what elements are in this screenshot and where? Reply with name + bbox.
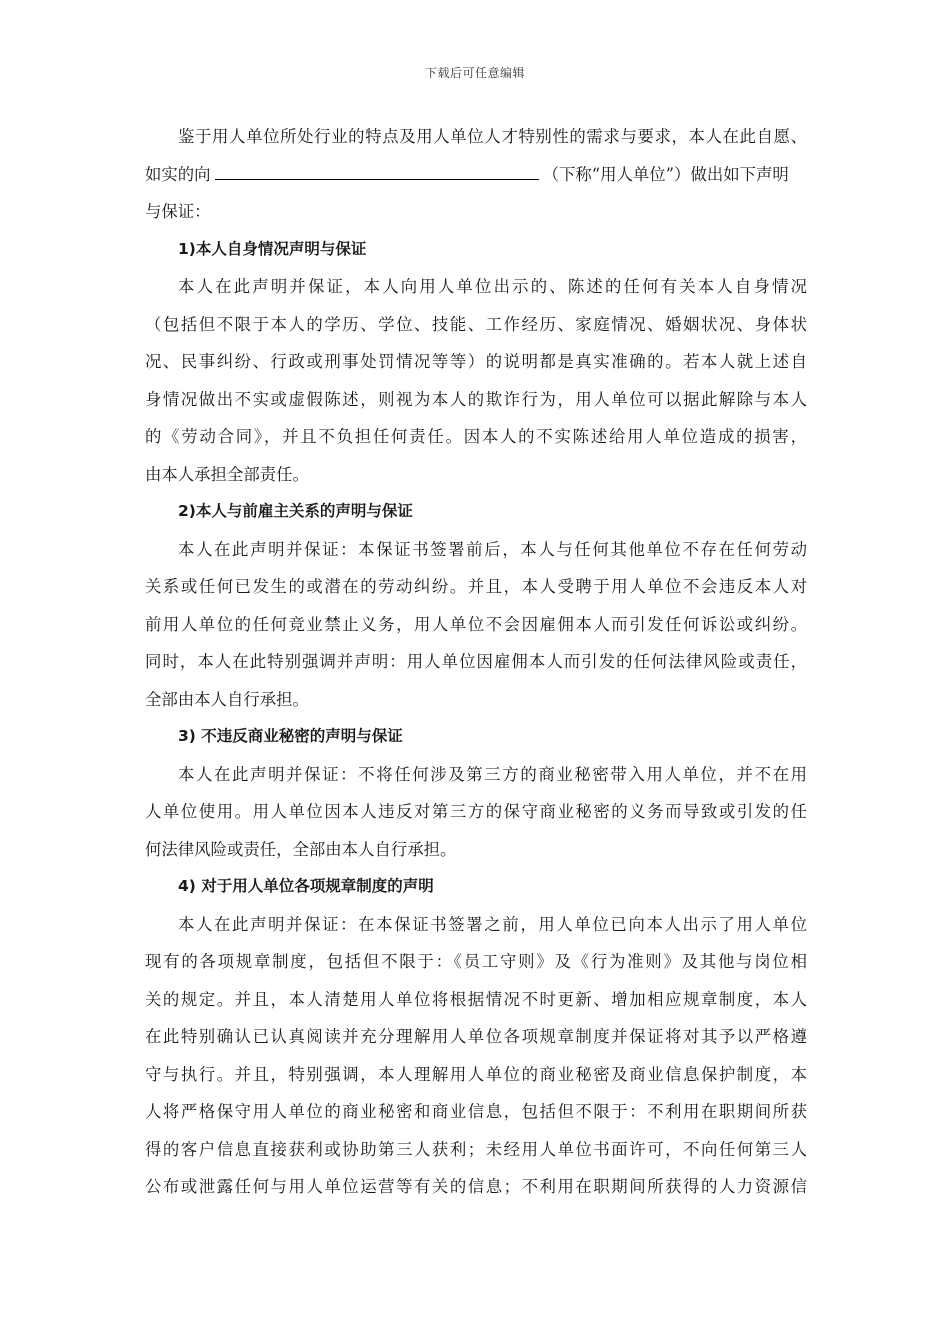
document-body bbox=[145, 118, 807, 1206]
section-4-line: 人将严格保守用人单位的商业秘密和商业信息，包括但不限于：不利用在职期间所获 bbox=[145, 1102, 807, 1121]
intro-line-2-end: （下称“用人单位”）做出如下声明 bbox=[542, 164, 789, 184]
section-1-line: 身情况做出不实或虚假陈述，则视为本人的欺诈行为，用人单位可以据此解除与本人 bbox=[145, 389, 807, 409]
section-2-line: 关系或任何已发生的或潜在的劳动纠纷。并且，本人受聘于用人单位不会违反本人对 bbox=[145, 577, 807, 596]
section-1-line: 的《劳动合同》，并且不负担任何责任。因本人的不实陈述给用人单位造成的损害， bbox=[145, 427, 807, 446]
section-1-line: （包括但不限于本人的学历、学位、技能、工作经历、家庭情况、婚姻状况、身体状 bbox=[145, 314, 807, 334]
section-2-line: 本人在此声明并保证：本保证书签署前后，本人与任何其他单位不存在任何劳动 bbox=[178, 539, 807, 559]
section-1-line: 本人在此声明并保证，本人向用人单位出示的、陈述的任何有关本人自身情况 bbox=[178, 277, 807, 296]
section-4-title: 4) 对于用人单位各项规章制度的声明 bbox=[178, 877, 434, 895]
section-4-line: 公布或泄露任何与用人单位运营等有关的信息；不利用在职期间所获得的人力资源信 bbox=[145, 1177, 807, 1196]
section-2-line: 同时，本人在此特别强调并声明：用人单位因雇佣本人而引发的任何法律风险或责任， bbox=[145, 652, 807, 671]
section-4-line: 关的规定。并且，本人清楚用人单位将根据情况不时更新、增加相应规章制度，本人 bbox=[145, 989, 807, 1009]
section-3-line: 本人在此声明并保证：不将任何涉及第三方的商业秘密带入用人单位，并不在用 bbox=[178, 764, 807, 784]
section-1-line: 由本人承担全部责任。 bbox=[145, 464, 309, 484]
intro-line-1: 鉴于用人单位所处行业的特点及用人单位人才特别性的需求与要求，本人在此自愿、 bbox=[178, 127, 807, 146]
section-3-line: 人单位使用。用人单位因本人违反对第三方的保守商业秘密的义务而导致或引发的任 bbox=[145, 802, 807, 821]
section-4-line: 守与执行。并且，特别强调，本人理解用人单位的商业秘密及商业信息保护制度，本 bbox=[145, 1064, 807, 1084]
section-1-title: 1)本人自身情况声明与保证 bbox=[178, 239, 367, 258]
section-2-line: 全部由本人自行承担。 bbox=[145, 689, 309, 709]
intro-line-2-start: 如实的向 bbox=[145, 164, 211, 184]
section-3-line: 何法律风险或责任，全部由本人自行承担。 bbox=[145, 839, 457, 859]
section-4-line: 在此特别确认已认真阅读并充分理解用人单位各项规章制度并保证将对其予以严格遵 bbox=[145, 1027, 807, 1046]
section-4-line: 现有的各项规章制度，包括但不限于：《员工守则》及《行为准则》及其他与岗位相 bbox=[145, 952, 807, 971]
section-1-line: 况、民事纠纷、行政或刑事处罚情况等等）的说明都是真实准确的。若本人就上述自 bbox=[145, 352, 807, 371]
section-4-line: 得的客户信息直接获利或协助第三人获利；未经用人单位书面许可，不向任何第三人 bbox=[145, 1139, 807, 1159]
intro-line-2 bbox=[145, 156, 807, 194]
page-header: 下载后可任意编辑 bbox=[424, 66, 525, 80]
section-4-line: 本人在此声明并保证：在本保证书签署之前，用人单位已向本人出示了用人单位 bbox=[178, 914, 807, 934]
section-3-title: 3) 不违反商业秘密的声明与保证 bbox=[178, 727, 403, 745]
section-2-line: 前用人单位的任何竞业禁止义务，用人单位不会因雇佣本人而引发任何诉讼或纠纷。 bbox=[145, 614, 807, 634]
section-2-title: 2)本人与前雇主关系的声明与保证 bbox=[178, 502, 413, 520]
intro-line-3: 与保证： bbox=[145, 202, 211, 221]
employer-name-blank[interactable] bbox=[215, 157, 539, 180]
